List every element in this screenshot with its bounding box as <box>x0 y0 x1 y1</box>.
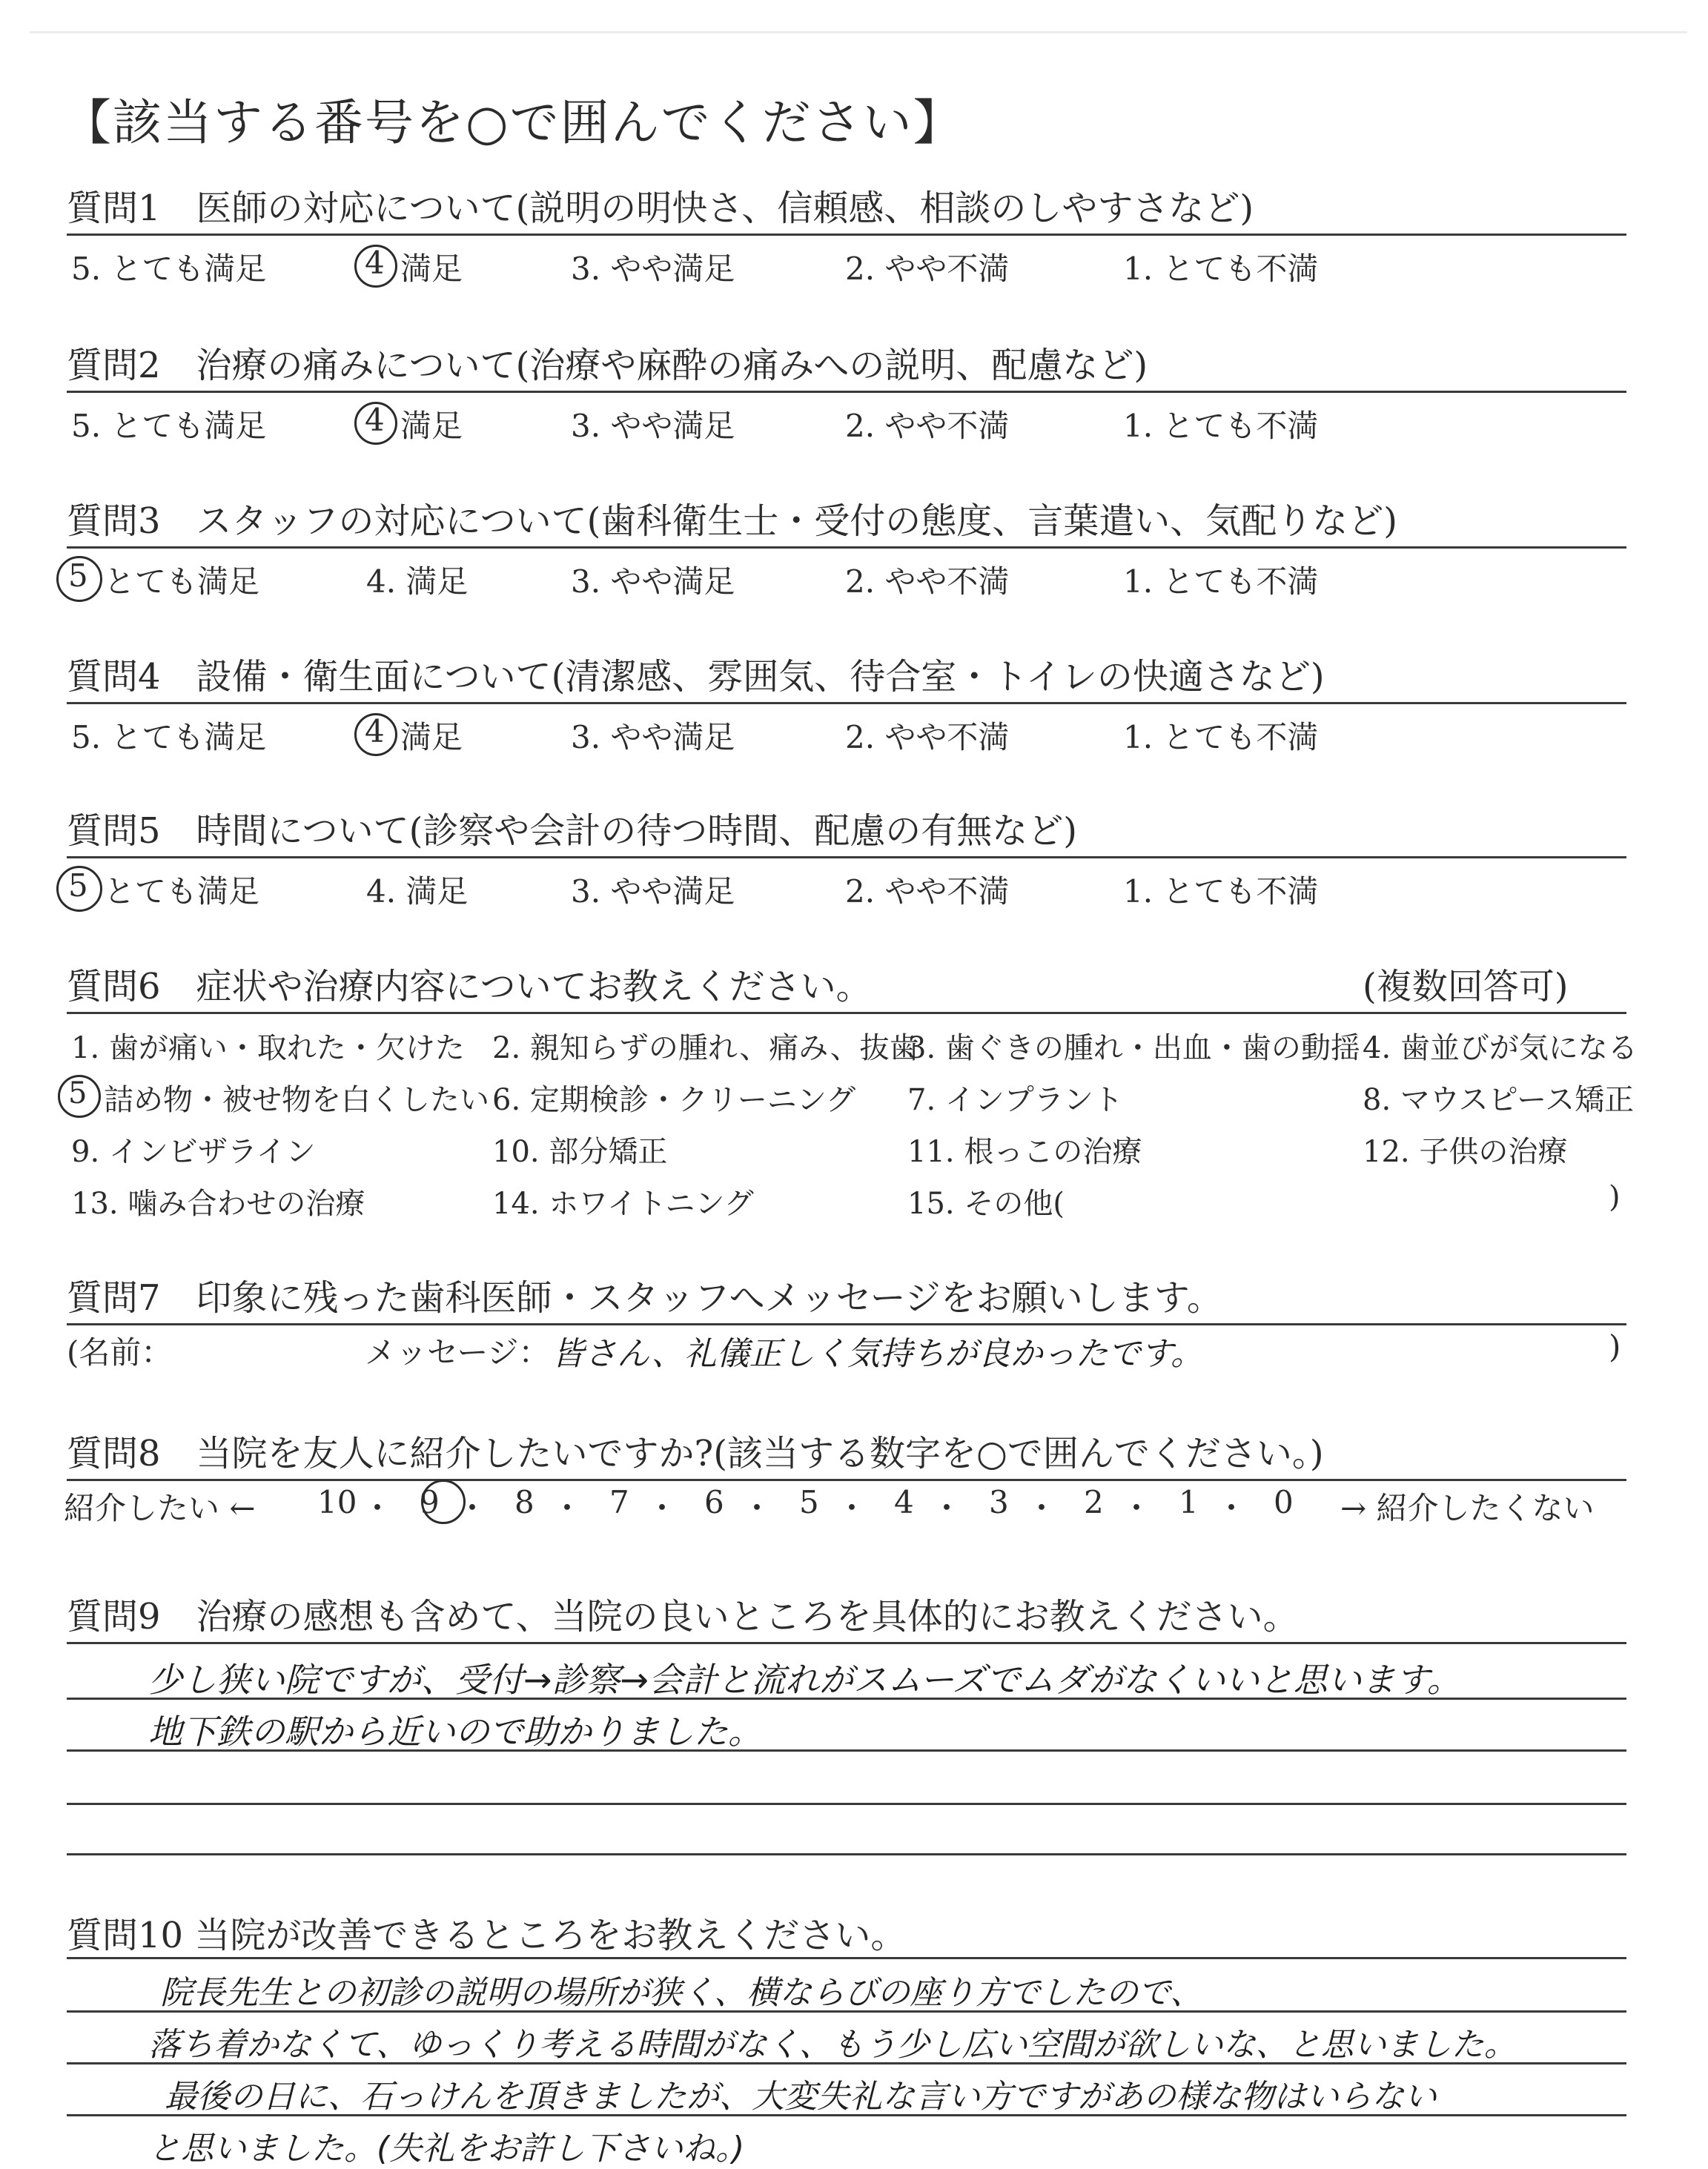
q1-option-4-number[interactable]: 4 <box>365 245 385 281</box>
q9-answer-line-5 <box>67 1853 1626 1855</box>
q2-option-3[interactable]: 3. やや満足 <box>571 408 735 444</box>
q8-scale-6[interactable]: 6 <box>704 1484 724 1520</box>
q8-scale-2[interactable]: 2 <box>1084 1484 1104 1520</box>
q8-right-label: → 紹介したくない <box>1340 1490 1595 1526</box>
page-title: 【該当する番号を○で囲んでください】 <box>62 94 964 151</box>
q8-scale-3[interactable]: 3 <box>989 1484 1009 1520</box>
q10-handwritten-answer-4[interactable]: と思いました。(失礼をお許し下さいね。) <box>148 2130 745 2168</box>
q8-scale-8[interactable]: 8 <box>514 1484 534 1520</box>
q8-scale-separator: ・ <box>931 1490 963 1526</box>
question-5-text: 質問5 時間について(診察や会計の待つ時間、配慮の有無など) <box>67 810 1078 852</box>
q4-option-5[interactable]: 5. とても満足 <box>71 719 267 755</box>
q4-option-1[interactable]: 1. とても不満 <box>1123 719 1319 755</box>
q3-option-1[interactable]: 1. とても不満 <box>1123 563 1319 600</box>
q7-name-label: (名前： <box>67 1334 173 1371</box>
q6-option-8[interactable]: 8. マウスピース矯正 <box>1363 1083 1635 1117</box>
question-7-text: 質問7 印象に残った歯科医師・スタッフへメッセージをお願いします。 <box>67 1277 1222 1319</box>
q9-handwritten-answer-1[interactable]: 少し狭い院ですが、受付→診察→会計と流れがスムーズでムダがなくいいと思います。 <box>148 1660 1461 1700</box>
q8-scale-10[interactable]: 10 <box>317 1484 357 1520</box>
q10-handwritten-answer-2[interactable]: 落ち着かなくて、ゆっくり考える時間がなく、もう少し広い空間が欲しいな、と思いました。 <box>148 2026 1517 2064</box>
q9-handwritten-answer-2[interactable]: 地下鉄の駅から近いので助かりました。 <box>148 1712 762 1752</box>
q6-option-9[interactable]: 9. インビザライン <box>71 1135 316 1169</box>
q2-option-2[interactable]: 2. やや不満 <box>845 408 1010 444</box>
q6-option-14[interactable]: 14. ホワイトニング <box>492 1187 754 1221</box>
q1-option-1[interactable]: 1. とても不満 <box>1123 251 1319 287</box>
q6-option-7[interactable]: 7. インプラント <box>907 1083 1123 1117</box>
q5-option-5-number[interactable]: 5 <box>68 867 88 904</box>
question-2-rule <box>67 391 1626 393</box>
q8-scale-separator: ・ <box>646 1490 678 1526</box>
q7-message-label: メッセージ： <box>365 1334 550 1371</box>
q2-option-1[interactable]: 1. とても不満 <box>1123 408 1319 444</box>
q8-scale-separator: ・ <box>1026 1490 1058 1526</box>
question-2-text: 質問2 治療の痛みについて(治療や麻酔の痛みへの説明、配慮など) <box>67 345 1148 386</box>
question-1-rule <box>67 234 1626 236</box>
q6-option-15[interactable]: 15. その他( <box>907 1187 1065 1221</box>
q6-option-13[interactable]: 13. 噛み合わせの治療 <box>71 1187 365 1221</box>
q6-option-12[interactable]: 12. 子供の治療 <box>1363 1135 1568 1169</box>
question-3-text: 質問3 スタッフの対応について(歯科衛生士・受付の態度、言葉遣い、気配りなど) <box>67 500 1398 542</box>
q8-scale-7[interactable]: 7 <box>609 1484 629 1520</box>
q6-option-6[interactable]: 6. 定期検診・クリーニング <box>492 1083 856 1117</box>
top-border <box>30 31 1687 33</box>
q6-other-close-paren: ) <box>1609 1180 1621 1214</box>
q8-scale-9[interactable]: 9 <box>420 1484 440 1520</box>
q8-scale-4[interactable]: 4 <box>894 1484 914 1520</box>
q6-option-5-number[interactable]: 5 <box>68 1076 87 1110</box>
q3-option-3[interactable]: 3. やや満足 <box>571 563 735 600</box>
q3-option-5-number[interactable]: 5 <box>68 557 88 594</box>
question-5-rule <box>67 856 1626 858</box>
q3-option-5[interactable]: とても満足 <box>104 563 260 600</box>
q6-option-11[interactable]: 11. 根っこの治療 <box>907 1135 1142 1169</box>
q6-option-5[interactable]: 詰め物・被せ物を白くしたい <box>104 1083 489 1117</box>
q8-scale-5[interactable]: 5 <box>799 1484 819 1520</box>
question-8-text: 質問8 当院を友人に紹介したいですか?(該当する数字を○で囲んでください。) <box>67 1433 1324 1474</box>
q2-option-4-number[interactable]: 4 <box>365 402 385 438</box>
q8-scale-separator: ・ <box>1121 1490 1153 1526</box>
q8-scale-separator: ・ <box>741 1490 773 1526</box>
q5-option-5[interactable]: とても満足 <box>104 873 260 910</box>
q5-option-4[interactable]: 4. 満足 <box>366 873 469 910</box>
question-10-text: 質問10 当院が改善できるところをお教えください。 <box>67 1915 907 1956</box>
q8-scale-0[interactable]: 0 <box>1274 1484 1294 1520</box>
q6-option-1[interactable]: 1. 歯が痛い・取れた・欠けた <box>71 1031 465 1065</box>
q8-scale-separator: ・ <box>1216 1490 1248 1526</box>
q5-option-3[interactable]: 3. やや満足 <box>571 873 735 910</box>
q6-option-4[interactable]: 4. 歯並びが気になる <box>1363 1031 1638 1065</box>
question-4-rule <box>67 702 1626 704</box>
question-4-text: 質問4 設備・衛生面について(清潔感、雰囲気、待合室・トイレの快適さなど) <box>67 656 1325 698</box>
q4-option-2[interactable]: 2. やや不満 <box>845 719 1010 755</box>
q10-handwritten-answer-1[interactable]: 院長先生との初診の説明の場所が狭く、横ならびの座り方でしたので、 <box>160 1974 1203 2012</box>
q3-option-2[interactable]: 2. やや不満 <box>845 563 1010 600</box>
q1-option-4[interactable]: 満足 <box>400 251 463 287</box>
q4-option-4-number[interactable]: 4 <box>365 713 385 749</box>
q9-answer-line-4 <box>67 1803 1626 1805</box>
question-6-rule <box>67 1012 1626 1014</box>
q10-handwritten-answer-3[interactable]: 最後の日に、石っけんを頂きましたが、大変失礼な言い方ですがあの様な物はいらない <box>165 2078 1437 2116</box>
question-6-note: (複数回答可) <box>1363 966 1569 1007</box>
question-8-rule <box>67 1479 1626 1481</box>
q2-option-5[interactable]: 5. とても満足 <box>71 408 267 444</box>
q6-option-10[interactable]: 10. 部分矯正 <box>492 1135 668 1169</box>
q1-option-2[interactable]: 2. やや不満 <box>845 251 1010 287</box>
question-1-text: 質問1 医師の対応について(説明の明快さ、信頼感、相談のしやすさなど) <box>67 188 1254 229</box>
q10-answer-line-1 <box>67 1957 1626 1959</box>
q4-option-3[interactable]: 3. やや満足 <box>571 719 735 755</box>
q8-left-label: 紹介したい ← <box>64 1490 256 1526</box>
question-6-text: 質問6 症状や治療内容についてお教えください。 <box>67 966 872 1007</box>
question-7-rule <box>67 1323 1626 1325</box>
q5-option-2[interactable]: 2. やや不満 <box>845 873 1010 910</box>
q1-option-5[interactable]: 5. とても満足 <box>71 251 267 287</box>
q8-scale-separator: ・ <box>552 1490 583 1526</box>
q2-option-4[interactable]: 満足 <box>400 408 463 444</box>
q7-handwritten-message[interactable]: 皆さん、礼儀正しく気持ちが良かったです。 <box>552 1335 1204 1373</box>
q8-scale-separator: ・ <box>362 1490 394 1526</box>
q6-option-2[interactable]: 2. 親知らずの腫れ、痛み、抜歯 <box>492 1031 919 1065</box>
question-9-text: 質問9 治療の感想も含めて、当院の良いところを具体的にお教えください。 <box>67 1596 1299 1637</box>
q7-close-paren: ) <box>1609 1328 1621 1365</box>
q6-option-3[interactable]: 3. 歯ぐきの腫れ・出血・歯の動揺 <box>907 1031 1360 1065</box>
q1-option-3[interactable]: 3. やや満足 <box>571 251 735 287</box>
question-3-rule <box>67 546 1626 549</box>
q8-scale-separator: ・ <box>457 1490 489 1526</box>
q8-scale-separator: ・ <box>836 1490 868 1526</box>
q4-option-4[interactable]: 満足 <box>400 719 463 755</box>
q9-answer-line-1 <box>67 1642 1626 1644</box>
q5-option-1[interactable]: 1. とても不満 <box>1123 873 1319 910</box>
q8-scale-1[interactable]: 1 <box>1179 1484 1199 1520</box>
q3-option-4[interactable]: 4. 満足 <box>366 563 469 600</box>
